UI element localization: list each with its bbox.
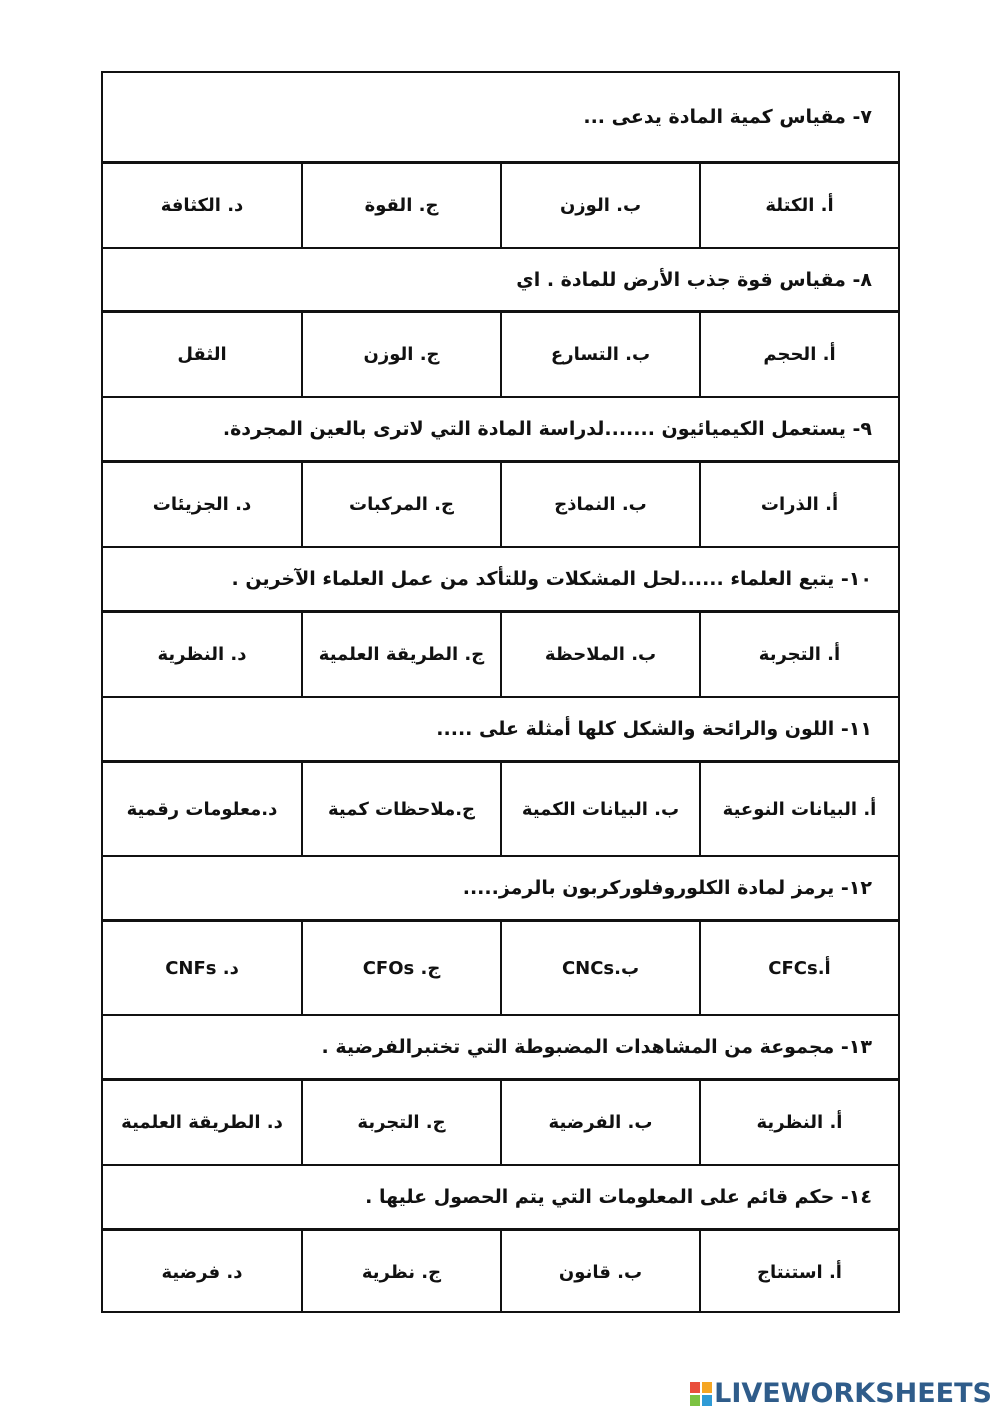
question-11: ١١- اللون والرائحة والشكل كلها أمثلة على ..... (103, 698, 898, 763)
option-d[interactable]: د.معلومات رقمية (126, 798, 278, 820)
option-d[interactable]: د. النظرية (157, 644, 247, 665)
options-row-13 (103, 1081, 898, 1166)
option-d[interactable]: د. فرضية (161, 1261, 243, 1283)
option-d[interactable]: د. الطريقة العلمية (121, 1112, 283, 1133)
question-10: ١٠- يتبع العلماء ......لحل المشكلات وللتأكد من عمل العلماء الآخرين . (103, 548, 898, 613)
option-b[interactable]: ب. التسارع (500, 313, 699, 396)
option-a[interactable]: أ. الذرات (699, 463, 898, 546)
option-b[interactable]: ب. قانون (500, 1231, 699, 1313)
brand-text: LIVEWORKSHEETS (714, 1378, 992, 1409)
question-7: ٧- مقياس كمية المادة يدعى ... (103, 73, 898, 164)
option-b[interactable]: ب. الملاحظة (500, 613, 699, 696)
options-row-10 (103, 613, 898, 698)
worksheet-table (101, 71, 900, 1313)
option-a[interactable]: أ.CFCs (699, 922, 898, 1014)
options-row-9 (103, 463, 898, 548)
options-row-11 (103, 763, 898, 857)
option-a[interactable]: أ. البيانات النوعية (699, 763, 898, 855)
question-13: ١٣- مجموعة من المشاهدات المضبوطة التي تختبرالفرضية . (103, 1016, 898, 1081)
options-row-7 (103, 164, 898, 249)
option-a[interactable]: أ. التجربة (699, 613, 898, 696)
option-c[interactable]: ج. القوة (301, 164, 500, 247)
option-c[interactable]: ج. CFOs (301, 922, 500, 1014)
option-d[interactable]: د. الكثافة (160, 195, 244, 216)
options-row-12 (103, 922, 898, 1016)
question-14: ١٤- حكم قائم على المعلومات التي يتم الحصول عليها . (103, 1166, 898, 1231)
option-c[interactable]: ج.ملاحظات كمية (301, 763, 500, 855)
liveworksheets-logo (690, 1378, 992, 1409)
option-b[interactable]: ب. الوزن (500, 164, 699, 247)
option-b[interactable]: ب. النماذج (500, 463, 699, 546)
option-c[interactable]: ج. المركبات (301, 463, 500, 546)
question-9: ٩- يستعمل الكيميائيون .......لدراسة المادة التي لاترى بالعين المجردة. (103, 398, 898, 463)
liveworksheets-icon (690, 1382, 712, 1406)
option-b[interactable]: ب.CNCs (500, 922, 699, 1014)
option-b[interactable]: ب. البيانات الكمية (500, 763, 699, 855)
question-12: ١٢- يرمز لمادة الكلوروفلوركربون بالرمز..... (103, 857, 898, 922)
option-d[interactable]: الثقل (177, 344, 227, 365)
option-d[interactable]: د. الجزيئات (152, 494, 252, 515)
option-c[interactable]: ج. التجربة (301, 1081, 500, 1164)
options-row-14 (103, 1231, 898, 1313)
option-a[interactable]: أ. النظرية (699, 1081, 898, 1164)
option-b[interactable]: ب. الفرضية (500, 1081, 699, 1164)
option-a[interactable]: أ. الحجم (699, 313, 898, 396)
question-8: ٨- مقياس قوة جذب الأرض للمادة . اي (103, 249, 898, 313)
option-c[interactable]: ج. نظرية (301, 1231, 500, 1313)
option-a[interactable]: أ. استنتاج (699, 1231, 898, 1313)
option-d[interactable]: د. CNFs (165, 957, 239, 979)
option-a[interactable]: أ. الكتلة (699, 164, 898, 247)
option-c[interactable]: ج. الوزن (301, 313, 500, 396)
options-row-8 (103, 313, 898, 398)
option-c[interactable]: ج. الطريقة العلمية (301, 613, 500, 696)
